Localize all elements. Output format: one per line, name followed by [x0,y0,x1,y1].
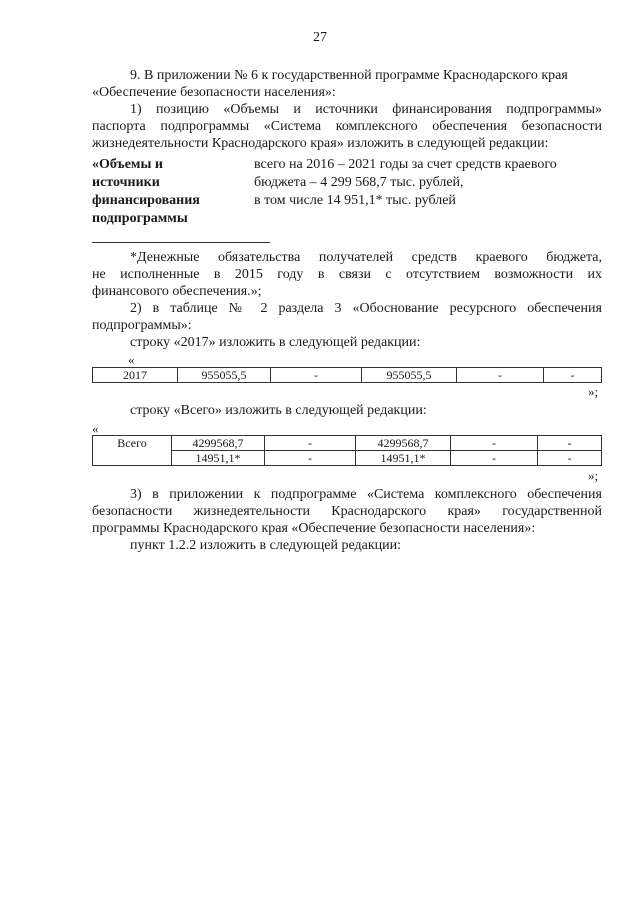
sub3-line1: 3) в приложении к подпрограмме «Система комплексного обеспечения [130,487,602,502]
table-row [93,436,602,451]
cell-year: 2017 [93,368,178,383]
cell-municipal: - [451,451,538,466]
cell-total: 14951,1* [172,451,265,466]
cell-other: - [544,368,602,383]
passport-value-1: всего на 2016 – 2021 годы за счет средств краевого [254,157,557,172]
cell-regional: 14951,1* [356,451,451,466]
footnote-line1: *Денежные обязательства получателей средств краевого бюджета, [130,250,602,265]
quote-close-total: »; [588,468,599,483]
footnote-line2: не исполненные в 2015 году в связи с отсутствием возможности их [92,267,602,282]
cell-federal: - [271,368,362,383]
sub3-line4: пункт 1.2.2 изложить в следующей редакции: [130,538,401,553]
row2017-intro: строку «2017» изложить в следующей редакции: [130,335,421,350]
cell-total: 955055,5 [178,368,271,383]
passport-label-4: подпрограммы [92,211,188,226]
sub1-line3: жизнедеятельности Краснодарского края» изложить в следующей редакции: [92,136,549,151]
cell-label: Всего [93,436,172,466]
cell-other: - [538,436,602,451]
sub1-line1: 1) позицию «Объемы и источники финансирования подпрограммы» [130,102,602,117]
quote-open-total: « [92,421,99,436]
item9-line1: 9. В приложении № 6 к государственной программе Краснодарского края [130,68,568,83]
sub3-line3: программы Краснодарского края «Обеспечение безопасности населения»: [92,521,536,536]
sub2-line2: подпрограммы»: [92,318,192,333]
sub2-line1: 2) в таблице № 2 раздела 3 «Обоснование ресурсного обеспечения [130,301,602,316]
footnote-line3: финансового обеспечения.»; [92,284,262,299]
cell-federal: - [265,451,356,466]
quote-open-2017: « [128,352,135,367]
quote-close-2017: »; [588,384,599,399]
sub3-line2: безопасности жизнедеятельности Краснодарского края» государственной [92,504,602,519]
table-2017 [92,367,602,383]
footnote-rule [92,242,270,243]
passport-label-2: источники [92,175,160,190]
passport-value-3: в том числе 14 951,1* тыс. рублей [254,193,456,208]
table-row [93,368,602,383]
cell-other: - [538,451,602,466]
cell-municipal: - [451,436,538,451]
cell-federal: - [265,436,356,451]
cell-regional: 4299568,7 [356,436,451,451]
table-total [92,435,602,466]
page-number: 27 [313,30,327,45]
cell-regional: 955055,5 [362,368,457,383]
total-intro: строку «Всего» изложить в следующей редакции: [130,403,427,418]
passport-label-1: «Объемы и [92,157,163,172]
cell-total: 4299568,7 [172,436,265,451]
passport-label-3: финансирования [92,193,200,208]
cell-municipal: - [457,368,544,383]
sub1-line2: паспорта подпрограммы «Система комплексного обеспечения безопасности [92,119,602,134]
passport-value-2: бюджета – 4 299 568,7 тыс. рублей, [254,175,464,190]
item9-line2: «Обеспечение безопасности населения»: [92,85,336,100]
